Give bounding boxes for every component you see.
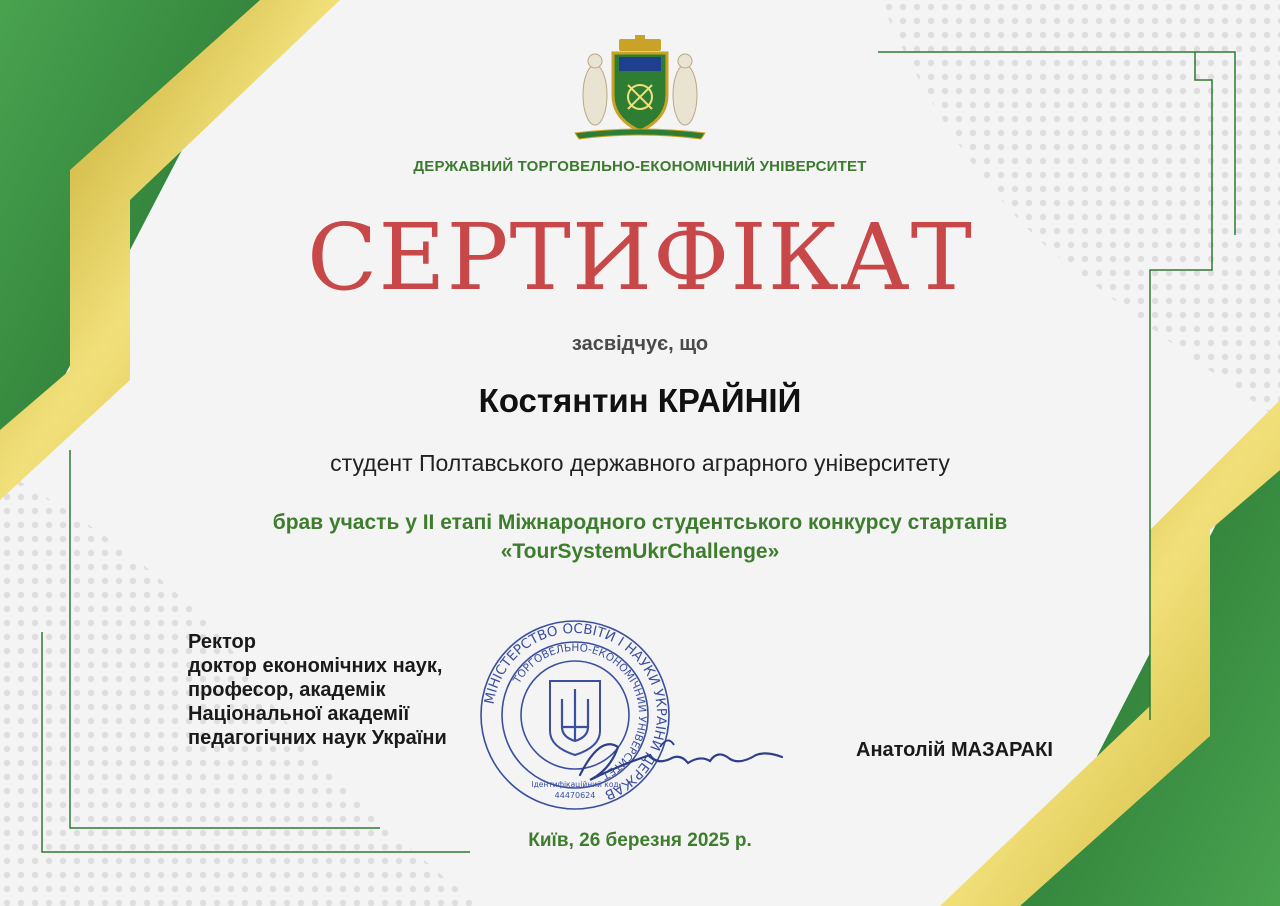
recipient-name: Костянтин КРАЙНІЙ [478,382,802,419]
participation-line-2: «TourSystemUkrChallenge» [500,540,780,563]
university-coat-of-arms-icon [573,35,707,141]
participation-line-1: брав участь у ІІ етапі Міжнародного студентського конкурсу стартапів [272,511,1008,534]
place-and-date: Київ, 26 березня 2025 р. [528,830,752,851]
university-name: ДЕРЖАВНИЙ ТОРГОВЕЛЬНО-ЕКОНОМІЧНИЙ УНІВЕРСИТЕТ [413,158,867,175]
participation-text [0,508,1280,566]
certificate-title: СЕРТИФІКАТ [307,204,973,311]
signatory-title [188,630,447,750]
signatory-name: Анатолій МАЗАРАКІ [856,739,1053,761]
seal-inner-text: ТОРГОВЕЛЬНО-ЕКОНОМІЧНИЙ УНІВЕРСИТЕТ [511,641,649,782]
seal-id-code: 44470624 [554,791,596,800]
signatory-title-line: Ректор [188,631,256,653]
signatory-title-line: доктор економічних наук, [188,655,443,677]
recipient-affiliation: студент Полтавського державного аграрного університету [330,450,950,476]
certifies-text: засвідчує, що [571,333,709,355]
signatory-title-line: Національної академії [188,703,410,725]
signatory-title-line: педагогічних наук України [188,727,447,749]
seal-outer-text: МІНІСТЕРСТВО ОСВІТИ І НАУКИ УКРАЇНИ ДЕРЖАВ [481,620,670,803]
signature-image [560,725,800,795]
seal-id-label: Ідентифікаційний код [531,780,619,789]
signatory-title-line: професор, академік [188,679,386,701]
